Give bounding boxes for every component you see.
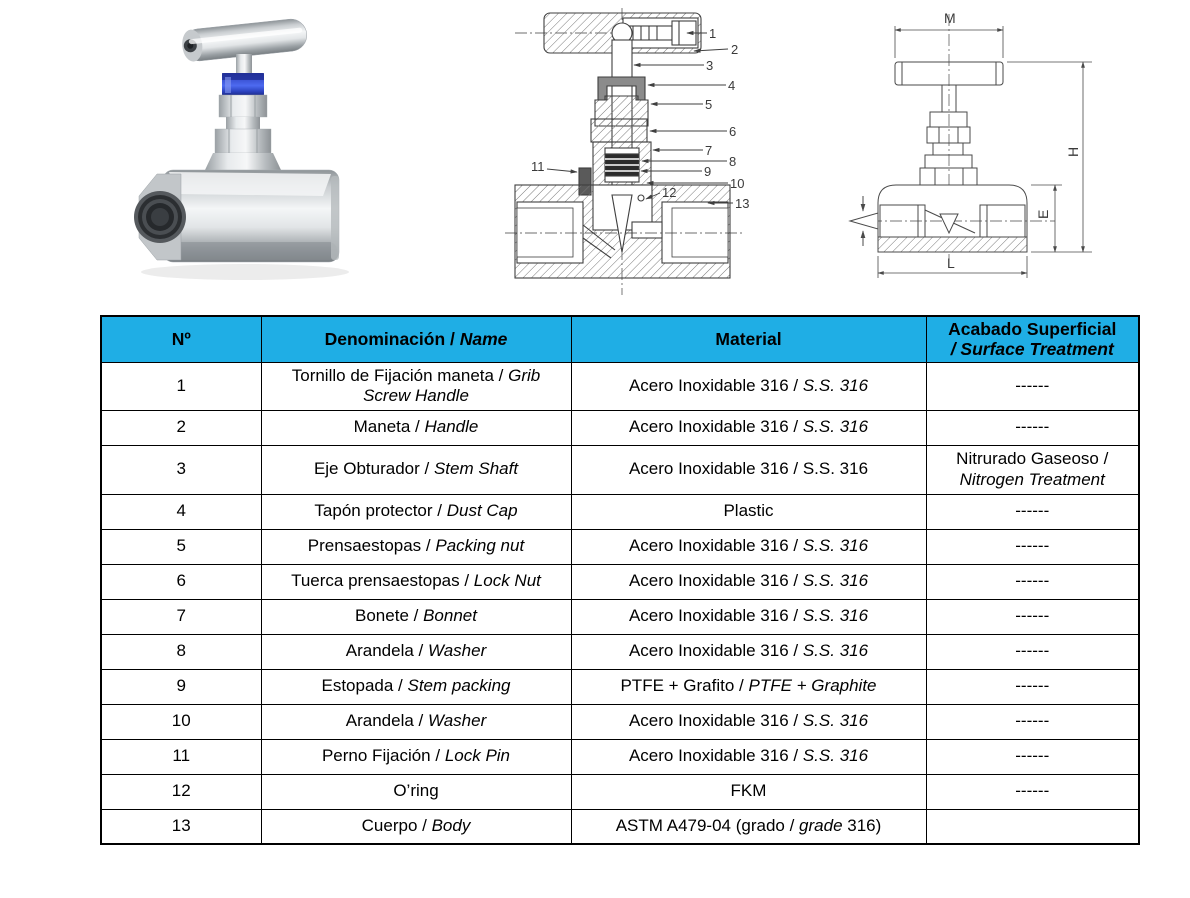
cell-material: Acero Inoxidable 316 / S.S. 316 <box>571 410 926 445</box>
col-header-material: Material <box>571 316 926 362</box>
table-header-row <box>101 316 1139 362</box>
stem-packing-section <box>605 154 639 176</box>
cell-material: Acero Inoxidable 316 / S.S. 316 <box>571 704 926 739</box>
cell-name: Cuerpo / Body <box>261 809 571 844</box>
table-row <box>101 739 1139 774</box>
table-row <box>101 774 1139 809</box>
cell-number: 9 <box>101 669 261 704</box>
table-row <box>101 599 1139 634</box>
table-row <box>101 809 1139 844</box>
cell-number: 8 <box>101 634 261 669</box>
cell-treatment: ------ <box>926 362 1139 410</box>
table-row <box>101 494 1139 529</box>
cell-material: ASTM A479-04 (grado / grade 316) <box>571 809 926 844</box>
cell-name: Arandela / Washer <box>261 704 571 739</box>
col-header-name: Denominación / Name <box>261 316 571 362</box>
part-label-5: 5 <box>705 97 713 112</box>
cell-number: 1 <box>101 362 261 410</box>
part-label-1: 1 <box>709 26 717 41</box>
packing-nut <box>219 95 267 117</box>
cell-name: Prensaestopas / Packing nut <box>261 529 571 564</box>
part-label-9: 9 <box>704 164 712 179</box>
cell-name: Perno Fijación / Lock Pin <box>261 739 571 774</box>
cell-material: Acero Inoxidable 316 / S.S. 316 <box>571 445 926 494</box>
dim-label-l: L <box>947 255 955 271</box>
washer-upper-section <box>605 148 639 154</box>
cell-material: Acero Inoxidable 316 / S.S. 316 <box>571 739 926 774</box>
body-section <box>505 185 743 278</box>
dim-label-m: M <box>944 10 956 26</box>
parts-table-body <box>101 362 1139 844</box>
dim-body <box>850 185 1055 252</box>
part-label-6: 6 <box>729 124 737 139</box>
dim-label-h: H <box>1065 146 1081 157</box>
cell-treatment: ------ <box>926 564 1139 599</box>
cell-material: Acero Inoxidable 316 / S.S. 316 <box>571 564 926 599</box>
oring-section <box>638 195 644 201</box>
dim-lock-nut <box>925 155 972 168</box>
cell-name: Arandela / Washer <box>261 634 571 669</box>
part-label-3: 3 <box>706 58 714 73</box>
cell-material: Acero Inoxidable 316 / S.S. 316 <box>571 599 926 634</box>
cell-name: Tapón protector / Dust Cap <box>261 494 571 529</box>
cell-material: Acero Inoxidable 316 / S.S. 316 <box>571 529 926 564</box>
part-label-4: 4 <box>728 78 736 93</box>
table-row <box>101 410 1139 445</box>
valve-body <box>134 170 339 262</box>
table-row <box>101 634 1139 669</box>
cell-number: 13 <box>101 809 261 844</box>
cell-treatment: Nitrurado Gaseoso / Nitrogen Treatment <box>926 445 1139 494</box>
cell-treatment: ------ <box>926 774 1139 809</box>
blue-dust-cap <box>222 73 264 96</box>
dim-needle-tip <box>850 213 878 229</box>
cell-treatment: ------ <box>926 599 1139 634</box>
cell-material: FKM <box>571 774 926 809</box>
cell-number: 3 <box>101 445 261 494</box>
cell-name: Tuerca prensaestopas / Lock Nut <box>261 564 571 599</box>
dimension-drawing <box>830 0 1150 292</box>
table-row <box>101 529 1139 564</box>
dim-bonnet <box>920 168 977 185</box>
cell-name: Tornillo de Fijación maneta / Grib Screw Handle <box>261 362 571 410</box>
cell-treatment: ------ <box>926 634 1139 669</box>
part-label-13: 13 <box>735 196 750 211</box>
cell-number: 11 <box>101 739 261 774</box>
cell-number: 7 <box>101 599 261 634</box>
part-label-8: 8 <box>729 154 737 169</box>
cell-number: 6 <box>101 564 261 599</box>
bonnet <box>205 129 281 170</box>
col-header-treatment: Acabado Superficial / Surface Treatment <box>926 316 1139 362</box>
washer-lower-section <box>605 176 639 182</box>
cell-name: O’ring <box>261 774 571 809</box>
cell-number: 10 <box>101 704 261 739</box>
part-label-11: 11 <box>531 159 545 174</box>
cell-treatment: ------ <box>926 410 1139 445</box>
cell-name: Estopada / Stem packing <box>261 669 571 704</box>
part-label-7: 7 <box>705 143 713 158</box>
dim-label-e: E <box>1035 209 1051 219</box>
col-header-number: Nº <box>101 316 261 362</box>
cell-treatment: ------ <box>926 669 1139 704</box>
dim-dust-cap <box>930 112 967 127</box>
cross-section-drawing <box>495 0 765 300</box>
part-label-2: 2 <box>731 42 739 57</box>
cell-number: 4 <box>101 494 261 529</box>
cell-name: Eje Obturador / Stem Shaft <box>261 445 571 494</box>
cell-number: 12 <box>101 774 261 809</box>
cell-material: Plastic <box>571 494 926 529</box>
cell-treatment: ------ <box>926 494 1139 529</box>
table-row <box>101 704 1139 739</box>
cell-name: Maneta / Handle <box>261 410 571 445</box>
cell-number: 5 <box>101 529 261 564</box>
parts-table <box>100 315 1140 845</box>
neck <box>226 117 260 129</box>
table-row <box>101 362 1139 410</box>
cell-material: Acero Inoxidable 316 / S.S. 316 <box>571 362 926 410</box>
cell-treatment: ------ <box>926 529 1139 564</box>
valve-photo <box>125 0 405 290</box>
lock-nut-section <box>591 119 647 142</box>
table-row <box>101 564 1139 599</box>
table-row <box>101 669 1139 704</box>
dim-packing-nut <box>927 127 970 143</box>
cell-treatment <box>926 809 1139 844</box>
table-row <box>101 445 1139 494</box>
part-label-12: 12 <box>662 185 677 200</box>
cell-name: Bonete / Bonnet <box>261 599 571 634</box>
cell-treatment: ------ <box>926 704 1139 739</box>
cell-material: Acero Inoxidable 316 / S.S. 316 <box>571 634 926 669</box>
threaded-port <box>134 191 186 243</box>
dim-neck <box>933 143 963 155</box>
cell-treatment: ------ <box>926 739 1139 774</box>
photo-shadow <box>141 264 349 280</box>
cell-number: 2 <box>101 410 261 445</box>
part-label-10: 10 <box>730 176 745 191</box>
cell-material: PTFE + Grafito / PTFE + Graphite <box>571 669 926 704</box>
